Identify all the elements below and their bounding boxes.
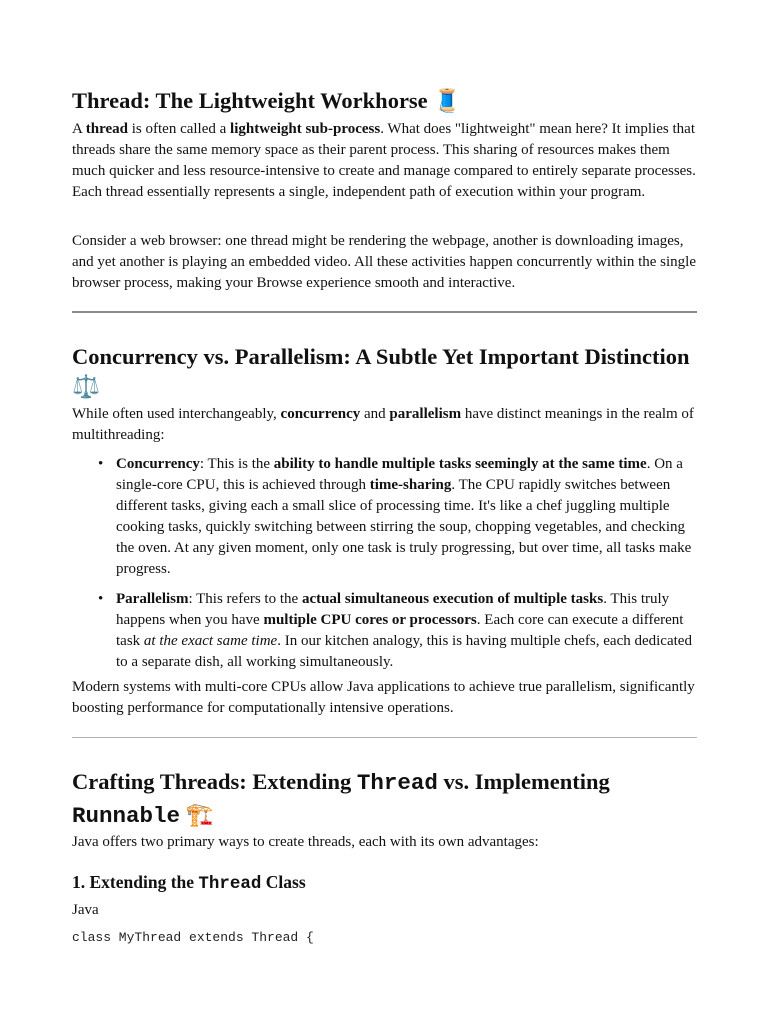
bold-term: lightweight sub-process — [230, 121, 381, 137]
heading-text: Concurrency vs. Parallelism: A Subtle Yet Important Distinction — [72, 344, 690, 369]
bold-term: concurrency — [280, 406, 361, 422]
bold-term: thread — [85, 121, 128, 137]
bold-term: parallelism — [389, 406, 462, 422]
list-item: • Concurrency: This is the ability to handle multiple tasks seemingly at the same time. On a single-core CPU, this is achieved through time-sharing. The CPU rapidly switches between different tasks, giving each a small slice of processing time. It's like a chef juggling multiple cooking tasks, quickly switching between stirring the soup, chopping vegetables, and checking the oven. At any given moment, only one task is truly progressing, but over time, all tasks make progress. — [98, 456, 692, 577]
heading-text: Thread: The Lightweight Workhorse — [72, 88, 428, 113]
section-heading-crafting-threads: Crafting Threads: Extending Thread vs. Implementing Runnable 🏗️ — [72, 769, 610, 829]
construction-crane-icon: 🏗️ — [185, 802, 214, 828]
balance-scale-icon: ⚖️ — [72, 374, 101, 400]
list-item: • Parallelism: This refers to the actual simultaneous execution of multiple tasks. This truly happens when you have multiple CPU cores or processors. Each core can execute a different task at the exact same time. In our kitchen analogy, this is having multiple chefs, each dedicated to a separate dish, all working simultaneously. — [98, 591, 692, 670]
section-divider — [72, 737, 697, 738]
thread-paragraph-2: Consider a web browser: one thread might be rendering the webpage, another is downloading images, and yet another is playing an embedded video. All these activities happen concurrently within the single browser process, making your Browse experience smooth and interactive. — [72, 233, 696, 291]
parallelism-outro: Modern systems with multi-core CPUs allow Java applications to achieve true parallelism, significantly boosting performance for computationally intensive operations. — [72, 679, 695, 716]
spool-of-thread-icon: 🧵 — [433, 88, 462, 114]
inline-code: Thread — [198, 874, 262, 894]
inline-code: Runnable — [72, 803, 181, 829]
crafting-intro: Java offers two primary ways to create threads, each with its own advantages: — [72, 834, 539, 850]
section-heading-concurrency — [72, 342, 702, 402]
code-language-label: Java — [72, 902, 99, 918]
concepts-list — [72, 454, 700, 673]
bullet-marker: • — [98, 591, 104, 607]
subheading-extending-thread: 1. Extending the Thread Class — [72, 872, 306, 894]
inline-code: Thread — [356, 770, 438, 796]
bullet-marker: • — [98, 456, 104, 472]
section-heading-thread — [72, 86, 702, 116]
code-block: class MyThread extends Thread { — [72, 930, 314, 945]
thread-paragraph-1: A thread is often called a lightweight sub-process. What does "lightweight" mean here? It implies that threads share the same memory space as their parent process. This sharing of resources makes them much quicker and less resource-intensive to create and manage compared to entirely separate processes. Each thread essentially represents a single, independent path of execution within your program. — [72, 121, 696, 200]
concurrency-intro: While often used interchangeably, concurrency and parallelism have distinct meanings in the realm of multithreading: — [72, 406, 694, 443]
section-divider — [72, 311, 697, 313]
